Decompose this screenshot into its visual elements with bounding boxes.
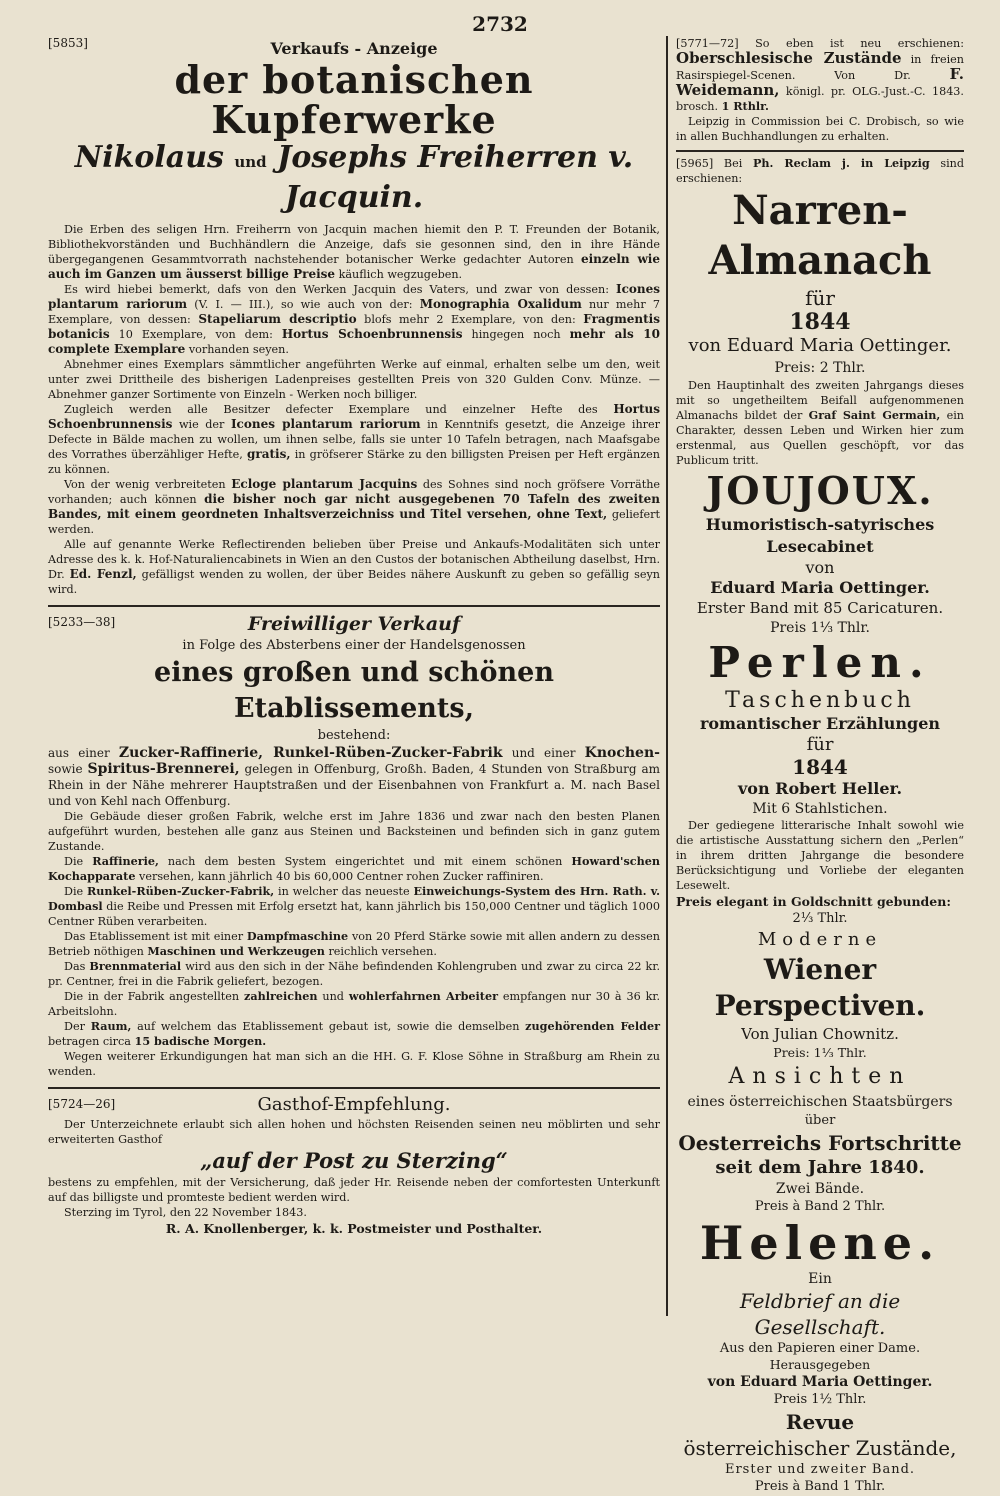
book-subtitle: Taschenbuch xyxy=(725,688,915,713)
book-subtitle: Oesterreichs Fortschritte xyxy=(678,1131,962,1155)
emphasis: mehr als 10 complete Exemplare xyxy=(48,327,660,356)
book-price: Preis: 1⅓ Thlr. xyxy=(773,1045,867,1060)
book-title: Oberschlesische Zustände xyxy=(676,49,902,67)
book-editor-label: Herausgegeben xyxy=(769,1357,871,1372)
text: Das xyxy=(64,960,86,973)
text: Das Etablissement ist mit einer xyxy=(64,930,244,943)
text: aus einer xyxy=(48,746,110,760)
for-word: für xyxy=(805,286,835,310)
text: Die Erben des seligen Hrn. Freiherrn von Jacquin machen hiemit den P. T. Freunden der Botanik, Bibliothekvorständen und Buchhändlern die Anzeige, dafs sie gesonnen sind, den in ihre Hände übergegangenen Gesammtvorrath nachstehender botanischer Werke gedachter Autoren xyxy=(48,223,660,266)
ad-heading-inn: Gasthof-Empfehlung. xyxy=(257,1094,451,1115)
ad-paragraph: Wegen weiterer Erkundigungen hat man sich an die HH. G. F. Klose Söhne in Straßburg am Rhein zu wenden. xyxy=(48,1050,660,1078)
emphasis: Dampfmaschine xyxy=(246,929,349,943)
book-title-joujoux: JOUJOUX. xyxy=(706,468,934,513)
text: königl. pr. OLG.-Just.-C. 1843. brosch. xyxy=(676,85,964,113)
text: Alle auf genannte Werke Reflectirenden belieben über Preise und Ankaufs-Modalitäten sich unter Adresse des k. k. Hof-Naturaliencabinets in Wien an den Custos der botanischen Abtheilung daselbst, Hrn. Dr. xyxy=(48,538,660,581)
text: Bei xyxy=(723,157,743,170)
publisher: Ph. Reclam j. in Leipzig xyxy=(752,156,930,170)
ad-heading-voluntary-sale: Freiwilliger Verkauf xyxy=(247,613,461,635)
text: Die xyxy=(64,885,84,898)
emphasis: Raum, xyxy=(90,1019,132,1033)
book-subtitle: eines österreichischen Staatsbürgers xyxy=(687,1094,953,1110)
ad-heading-post-inn: „auf der Post zu Sterzing“ xyxy=(200,1148,508,1173)
text: gefälligst wenden zu wollen, der über Beides nähere Auskunft zu geben so gefällig seyn wird. xyxy=(48,568,660,596)
text: auf welchem das Etablissement gebaut ist, sowie die demselben xyxy=(137,1020,520,1033)
emphasis: Howard'schen Kochapparate xyxy=(48,854,660,883)
book-subtitle: Feldbrief an die Gesellschaft. xyxy=(739,1289,901,1339)
text: Die in der Fabrik angestellten xyxy=(64,990,240,1003)
text: geliefert werden. xyxy=(48,508,660,536)
ad-heading-sale-notice: Verkaufs - Anzeige xyxy=(270,39,438,58)
book-subtitle: romantischer Erzählungen xyxy=(699,714,941,733)
text: Den Hauptinhalt des zweiten Jahrgangs dieses mit so ungetheiltem Beifall aufgenommenen Almanachs bildet der xyxy=(676,379,964,422)
about-word: über xyxy=(804,1113,836,1128)
book-year: 1844 xyxy=(789,309,851,335)
ad-reference: [5853] xyxy=(48,36,88,50)
book-price: Preis 1⅓ Thlr. xyxy=(770,620,870,636)
ad-separator xyxy=(48,1087,660,1089)
book-author: von Robert Heller. xyxy=(737,779,903,798)
book-subtitle: seit dem Jahre 1840. xyxy=(715,1157,925,1178)
ad-paragraph: Abnehmer eines Exemplars sämmtlicher angeführten Werke auf einmal, erhalten selbe um den, weit unter zwei Drittheile des bisherigen Ladenpreises gestellten Preis von 320 Gulden Conv. Münze. — Abnehmer ganzer Sortimente von Einzeln - Werken noch billiger. xyxy=(48,358,660,401)
ad-paragraph xyxy=(48,222,660,282)
author-nikolaus: Nikolaus xyxy=(74,140,224,175)
author-joseph: Josephs Freiherren v. Jacquin. xyxy=(277,140,634,215)
ad-paragraph: Der Unterzeichnete erlaubt sich allen hohen und höchsten Reisenden seinen neu möblirten und sehr erweiterten Gasthof xyxy=(48,1118,660,1146)
emphasis: 15 badische Morgen. xyxy=(134,1034,267,1048)
emphasis: Knochen- xyxy=(584,745,660,761)
book-subtitle: österreichischer Zustände, xyxy=(683,1436,957,1460)
text: So eben ist neu erschienen: xyxy=(755,37,964,50)
ad-paragraph xyxy=(48,745,660,809)
ad-paragraph: bestens zu empfehlen, mit der Versicherung, daß jeder Hr. Reisende neben der comfortesten Unterkunft auf das billigste und promteste bedient werden wird. xyxy=(48,1176,660,1204)
emphasis: die bisher noch gar nicht ausgegebenen 70 Tafeln des zweiten Bandes, mit einem geordneten Inhaltsverzeichniss und Titel versehen, ohne Text, xyxy=(48,492,661,521)
price: 1 Rthlr. xyxy=(721,99,769,113)
text: und xyxy=(322,990,344,1003)
emphasis: Maschinen und Werkzeugen xyxy=(147,944,325,958)
ad-reference: [5965] xyxy=(676,157,714,170)
ad-botanical-engravings xyxy=(48,36,660,597)
book-price: Preis à Band 1 Thlr. xyxy=(754,1479,886,1494)
book-illustrations: Mit 6 Stahlstichen. xyxy=(752,801,888,817)
book-price: 2⅓ Thlr. xyxy=(792,911,848,926)
by-word: von xyxy=(805,558,835,577)
ad-paragraph xyxy=(48,537,660,597)
ad-paragraph: Die Gebäude dieser großen Fabrik, welche erst im Jahre 1836 und zwar nach den besten Planen aufgeführt wurden, bestehen alle ganz aus Steinen und Backsteinen und befinden sich in ganz gutem Zustande. xyxy=(48,810,660,853)
book-subtitle: Ein xyxy=(808,1271,832,1287)
book-price: Preis: 2 Thlr. xyxy=(774,360,866,376)
right-column xyxy=(676,36,964,1496)
ad-dateline: Sterzing im Tyrol, den 22 November 1843. xyxy=(64,1206,307,1219)
book-price-label: Preis elegant in Goldschnitt gebunden: xyxy=(676,894,951,909)
book-title-wiener-perspectiven: Wiener Perspectiven. xyxy=(714,953,926,1022)
column-divider xyxy=(666,36,668,1316)
ad-reference: [5724—26] xyxy=(48,1097,116,1111)
book-author: von Eduard Maria Oettinger. xyxy=(688,335,952,356)
book-title-narren-almanach: Narren-Almanach xyxy=(708,187,932,284)
book-volume: Erster und zweiter Band. xyxy=(724,1462,916,1477)
text: Es wird hiebei bemerkt, dafs von den Werken Jacquin des Vaters, und zwar von dessen: xyxy=(64,283,609,296)
ad-paragraph xyxy=(676,156,964,186)
text: versehen, kann jährlich 40 bis 60,000 Centner rohen Zucker raffiniren. xyxy=(139,870,544,883)
text: käuflich wegzugeben. xyxy=(338,268,463,281)
text: in gröfserer Stärke zu den billigsten Preisen per Heft ergänzen zu können. xyxy=(48,448,660,476)
ad-separator xyxy=(676,150,964,152)
book-title-helene: Helene. xyxy=(699,1216,941,1270)
ad-subheading: bestehend: xyxy=(317,728,391,743)
left-column xyxy=(48,36,660,1238)
emphasis: Stapeliarum descriptio xyxy=(198,312,357,326)
ad-signature: R. A. Knollenberger, k. k. Postmeister und Posthalter. xyxy=(165,1221,543,1236)
and-word: und xyxy=(234,153,267,171)
book-title-ansichten: Ansichten xyxy=(728,1064,912,1089)
ad-paragraph xyxy=(48,477,660,537)
emphasis: Zucker-Raffinerie, Runkel-Rüben-Zucker-Fabrik xyxy=(118,745,503,761)
emphasis: Raffinerie, xyxy=(92,854,159,868)
emphasis: zahlreichen xyxy=(244,989,318,1003)
ad-reclam-publications xyxy=(676,156,964,1496)
text: reichlich versehen. xyxy=(328,945,437,958)
book-volume: Erster Band mit 85 Caricaturen. xyxy=(696,599,944,617)
ad-reference: [5771—72] xyxy=(676,37,739,50)
text: Die xyxy=(64,855,84,868)
book-subtitle: Aus den Papieren einer Dame. xyxy=(719,1341,921,1356)
ad-factory-sale xyxy=(48,611,660,1079)
text: nur mehr 7 Exemplare, von dessen: xyxy=(48,298,661,326)
emphasis: gratis, xyxy=(247,447,291,461)
ad-paragraph xyxy=(48,1019,660,1049)
book-subtitle: Humoristisch-satyrisches Lesecabinet xyxy=(705,515,935,556)
text: in Kenntnifs gesetzt, die Anzeige ihrer Defecte in Bälde machen zu wollen, um ihnen selbe, falls sie unter 10 Tafeln betragen, nach Maafsgabe des Vorrathes überzähliger Hefte, xyxy=(48,418,660,461)
ad-reference: [5233—38] xyxy=(48,615,116,629)
ad-paragraph xyxy=(676,36,964,114)
emphasis: wohlerfahrnen Arbeiter xyxy=(348,989,498,1003)
book-author: von Eduard Maria Oettinger. xyxy=(707,1374,933,1390)
ad-paragraph xyxy=(48,989,660,1019)
emphasis: Icones plantarum rariorum xyxy=(230,417,421,431)
book-price: Preis à Band 2 Thlr. xyxy=(754,1199,886,1214)
text: 10 Exemplare, von dem: xyxy=(118,328,273,341)
ad-heading-establishment: eines großen und schönen Etablissements, xyxy=(154,657,554,724)
book-author: Von Julian Chownitz. xyxy=(741,1025,899,1043)
author: F. Weidemann, xyxy=(676,65,964,99)
text: ein Charakter, dessen Leben und Wirken hier zum erstenmal, aus Quellen geschöpft, vor das Publicum tritt. xyxy=(676,409,964,467)
emphasis: Ecloge plantarum Jacquins xyxy=(231,477,418,491)
text: betragen circa xyxy=(48,1035,131,1048)
book-title-moderne: Moderne xyxy=(757,929,883,950)
ad-oberschlesische-zustaende xyxy=(676,36,964,144)
ad-paragraph xyxy=(48,854,660,884)
for-word: für xyxy=(806,734,834,755)
page-number: 2732 xyxy=(472,12,528,36)
ad-paragraph xyxy=(48,959,660,989)
ad-subheading: in Folge des Absterbens einer der Handelsgenossen xyxy=(182,638,526,653)
emphasis: Brennmaterial xyxy=(89,959,182,973)
ad-heading-authors xyxy=(48,140,660,216)
text: vorhanden seyen. xyxy=(188,343,289,356)
emphasis: Graf Saint Germain, xyxy=(808,408,941,422)
text: empfangen nur 30 à 36 kr. Arbeitslohn. xyxy=(48,990,661,1018)
emphasis: einzeln wie auch im Ganzen um äusserst billige Preise xyxy=(48,252,660,281)
book-author: Eduard Maria Oettinger. xyxy=(710,578,930,597)
text: des Sohnes sind noch gröfsere Vorräthe vorhanden; auch können xyxy=(48,478,661,506)
ad-separator xyxy=(48,605,660,607)
book-description xyxy=(676,378,964,468)
text: sind erschienen: xyxy=(676,157,965,185)
text: die Reibe und Pressen mit Erfolg ersetzt hat, kann jährlich bis 150,000 Centner und täglich 1000 Centner Rüben verarbeiten. xyxy=(48,900,661,928)
text: Zugleich werden alle Besitzer defecter Exemplare und einzelner Hefte des xyxy=(64,403,598,416)
emphasis: Einweichungs-System des Hrn. Rath. v. Dombasl xyxy=(48,884,660,913)
emphasis: Hortus Schoenbrunnensis xyxy=(281,327,463,341)
book-description: Der gediegene litterarische Inhalt sowohl wie die artistische Ausstattung sichern den „Perlen“ in ihrem dritten Jahrgange die besondere Berücksichtigung und Vorliebe der eleganten Lesewelt. xyxy=(676,819,964,892)
text: in welcher das neueste xyxy=(278,885,410,898)
text: Von der wenig verbreiteten xyxy=(64,478,226,491)
text: nach dem besten System eingerichtet und mit einem schönen xyxy=(167,855,563,868)
text: und einer xyxy=(511,746,576,760)
book-year: 1844 xyxy=(792,755,848,779)
text: blofs mehr 2 Exemplare, von den: xyxy=(364,313,576,326)
ad-paragraph xyxy=(48,282,660,357)
text: in freien Rasirspiegel-Scenen. Von Dr. xyxy=(676,53,964,82)
book-title-revue: Revue xyxy=(785,1410,855,1434)
text: Der xyxy=(64,1020,85,1033)
emphasis: zugehörenden Felder xyxy=(525,1019,661,1033)
emphasis: Monographia Oxalidum xyxy=(419,297,582,311)
text: wird aus den sich in der Nähe befindenden Kohlengruben und zwar zu circa 22 kr. pr. Centner, frei in die Fabrik geliefert, bezogen. xyxy=(48,960,661,988)
ad-paragraph xyxy=(48,929,660,959)
emphasis: Icones plantarum rariorum xyxy=(48,282,660,311)
ad-inn-recommendation xyxy=(48,1093,660,1238)
emphasis: Runkel-Rüben-Zucker-Fabrik, xyxy=(87,884,275,898)
ad-heading-title: der botanischen Kupferwerke xyxy=(174,57,534,142)
text: hingegen noch xyxy=(471,328,561,341)
text: von 20 Pferd Stärke sowie mit allen andern zu dessen Betrieb nöthigen xyxy=(48,930,660,958)
text: wie der xyxy=(178,418,225,431)
book-price: Preis 1½ Thlr. xyxy=(773,1392,867,1407)
emphasis: Hortus Schoenbrunnensis xyxy=(48,402,660,431)
book-title-perlen: Perlen. xyxy=(708,638,932,687)
ad-paragraph xyxy=(48,402,660,477)
emphasis: Ed. Fenzl, xyxy=(69,567,137,581)
ad-paragraph: Leipzig in Commission bei C. Drobisch, so wie in allen Buchhandlungen zu erhalten. xyxy=(676,115,964,143)
ad-paragraph xyxy=(48,884,660,929)
text: (V. I. — III.), so wie auch von der: xyxy=(194,298,413,311)
text: gelegen in Offenburg, Großh. Baden, 4 Stunden von Straßburg am Rhein in der Nähe mehrerer Hauptstraßen und der Eisenbahnen von Frankfurt a. M. nach Basel und von Kehl nach Offenburg. xyxy=(48,762,660,808)
emphasis: Spiritus-Brennerei, xyxy=(87,761,240,777)
emphasis: Fragmentis botanicis xyxy=(48,312,660,341)
book-volume: Zwei Bände. xyxy=(775,1181,865,1197)
text: sowie xyxy=(48,762,83,776)
